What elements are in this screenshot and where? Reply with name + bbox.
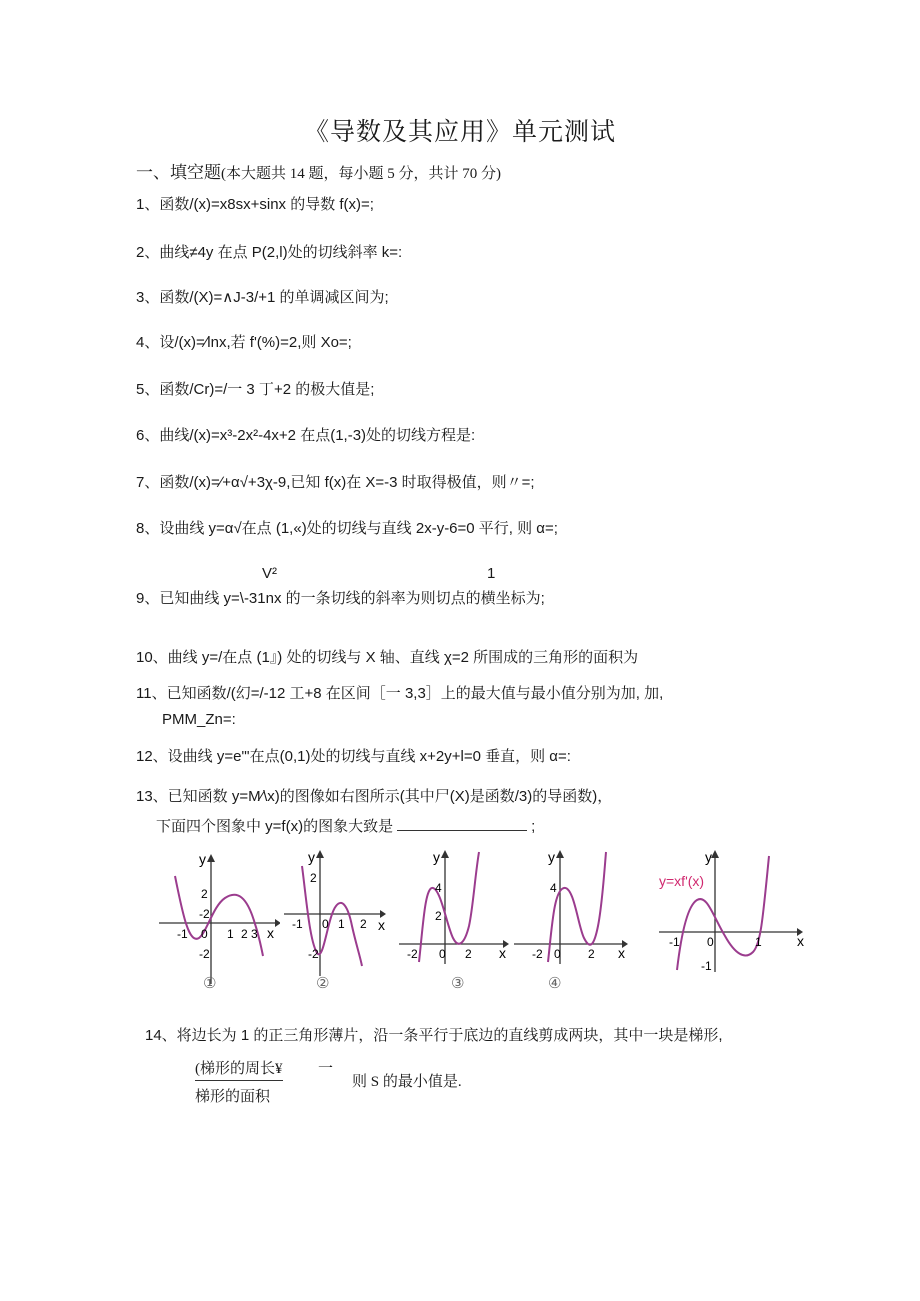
- curve: [175, 876, 263, 956]
- question-7: 7、函数/(x)=∕+α√+3χ-9,已知 f(x)在 X=-3 时取得极值，则〃=;: [136, 474, 535, 491]
- q14-tail: 则 S 的最小值是.: [352, 1074, 462, 1090]
- q14-denominator: 梯形的面积: [195, 1089, 271, 1105]
- tick-0: 0: [322, 917, 329, 931]
- page-title: 《导数及其应用》单元测试: [303, 119, 616, 146]
- tick-2: 2: [310, 871, 317, 885]
- question-9: 9、已知曲线 y=\-31nx 的一条切线的斜率为则切点的横坐标为;: [136, 590, 545, 607]
- tick-1: 1: [338, 917, 345, 931]
- x-label: x: [499, 945, 506, 961]
- tick-neg1: -1: [669, 935, 680, 949]
- graph-3: [395, 846, 515, 991]
- tick-neg1: -1: [292, 917, 303, 931]
- y-label: y: [308, 849, 315, 865]
- tick-0: 0: [201, 927, 208, 941]
- question-6: 6、曲线/(x)=x³-2x²-4x+2 在点(1,-3)处的切线方程是:: [136, 427, 476, 444]
- y-axis-arrow: [207, 854, 215, 862]
- question-13: 13、已知函数 y=M∕\x)的图像如右图所示(其中尸(X)是函数/3)的导函数)，: [136, 788, 613, 805]
- graph-label: ②: [316, 974, 330, 991]
- tick-neg2: -2: [199, 907, 210, 921]
- graph-label: ③: [451, 974, 465, 991]
- tick-2b: 2: [241, 927, 248, 941]
- question-13-cont: [156, 815, 535, 836]
- graph-5: [655, 846, 810, 981]
- tick-neg1b: -1: [701, 959, 712, 973]
- answer-blank: [397, 816, 527, 831]
- tick-neg2: -2: [532, 947, 543, 961]
- q9-superscript-left: V²: [262, 565, 277, 582]
- y-label: y: [548, 849, 555, 865]
- tick-2b: 2: [360, 917, 367, 931]
- y-label: y: [199, 851, 206, 867]
- graph-label: ①: [203, 974, 217, 991]
- section-heading: [136, 158, 501, 183]
- question-10: 10、曲线 y=/在点 (1』) 处的切线与 X 轴、直线 χ=2 所围成的三角形的面积为: [136, 649, 639, 666]
- y-axis-arrow: [711, 850, 719, 858]
- graph-1: [155, 846, 280, 991]
- curve: [548, 852, 606, 962]
- tick-0: 0: [554, 947, 561, 961]
- question-13-cont-text: 下面四个图象中 y=f(x)的图象大致是: [156, 818, 394, 835]
- x-label: x: [267, 925, 274, 941]
- tick-4: 4: [550, 881, 557, 895]
- question-8: 8、设曲线 y=α√在点 (1,«)处的切线与直线 2x-y-6=0 平行, 则 α=;: [136, 520, 558, 537]
- question-14: 14、将边长为 1 的正三角形薄片，沿一条平行于底边的直线剪成两块，其中一块是梯形,: [145, 1027, 723, 1044]
- tick-2: 2: [588, 947, 595, 961]
- tick-0: 0: [439, 947, 446, 961]
- curve: [419, 852, 479, 962]
- tick-4: 4: [435, 881, 442, 895]
- tick-1: 1: [755, 935, 762, 949]
- graph-2: [280, 846, 390, 991]
- x-label: x: [618, 945, 625, 961]
- q14-numerator-text: (梯形的周长¥: [195, 1061, 283, 1077]
- section-title: 一、填空题: [136, 163, 221, 182]
- y-axis-arrow: [316, 850, 324, 858]
- q14-dash: 一: [318, 1061, 334, 1077]
- tick-1: 1: [227, 927, 234, 941]
- tick-neg1: -1: [177, 927, 188, 941]
- question-11: 11、已知函数/(幻=/-12 工+8 在区间［一 3,3］上的最大值与最小值分别为加, 加,: [136, 685, 664, 702]
- y-axis-arrow: [441, 850, 449, 858]
- tick-2: 2: [435, 909, 442, 923]
- tick-neg2: -2: [407, 947, 418, 961]
- y-label: y: [433, 849, 440, 865]
- question-13-end: ;: [531, 818, 536, 835]
- question-11-cont: PMM_Zn=:: [162, 711, 236, 728]
- q9-superscript-right: 1: [487, 565, 496, 582]
- question-4: 4、设/(x)=∕lnx,若 f'(%)=2,则 Xo=;: [136, 334, 352, 351]
- question-3: 3、函数/(X)=∧J-3/+1 的单调减区间为;: [136, 289, 389, 306]
- q14-fraction: [195, 1057, 283, 1106]
- question-5: 5、函数/Cr)=/一 3 丁+2 的极大值是;: [136, 381, 375, 398]
- x-label: x: [797, 933, 804, 949]
- tick-2: 2: [201, 887, 208, 901]
- question-1: 1、函数/(x)=x8sx+sinx 的导数 f(x)=;: [136, 196, 374, 213]
- section-note: (本大题共 14 题，每小题 5 分，共计 70 分): [221, 166, 501, 182]
- tick-0: 0: [707, 935, 714, 949]
- tick-3: 3: [251, 927, 258, 941]
- graph-4: [510, 846, 635, 991]
- question-12: 12、设曲线 y=e"'在点(0,1)处的切线与直线 x+2y+l=0 垂直，则 α=:: [136, 748, 571, 765]
- tick-neg2b: -2: [199, 947, 210, 961]
- question-2: 2、曲线≠4y 在点 P(2,l)处的切线斜率 k=:: [136, 244, 403, 261]
- x-label: x: [378, 917, 385, 933]
- y-axis-arrow: [556, 850, 564, 858]
- q14-numerator: [195, 1057, 283, 1081]
- tick-neg2: -2: [308, 947, 319, 961]
- y-label: y: [705, 849, 712, 865]
- graph-caption: y=xf'(x): [659, 873, 705, 889]
- graph-label: ④: [548, 974, 562, 991]
- tick-2b: 2: [465, 947, 472, 961]
